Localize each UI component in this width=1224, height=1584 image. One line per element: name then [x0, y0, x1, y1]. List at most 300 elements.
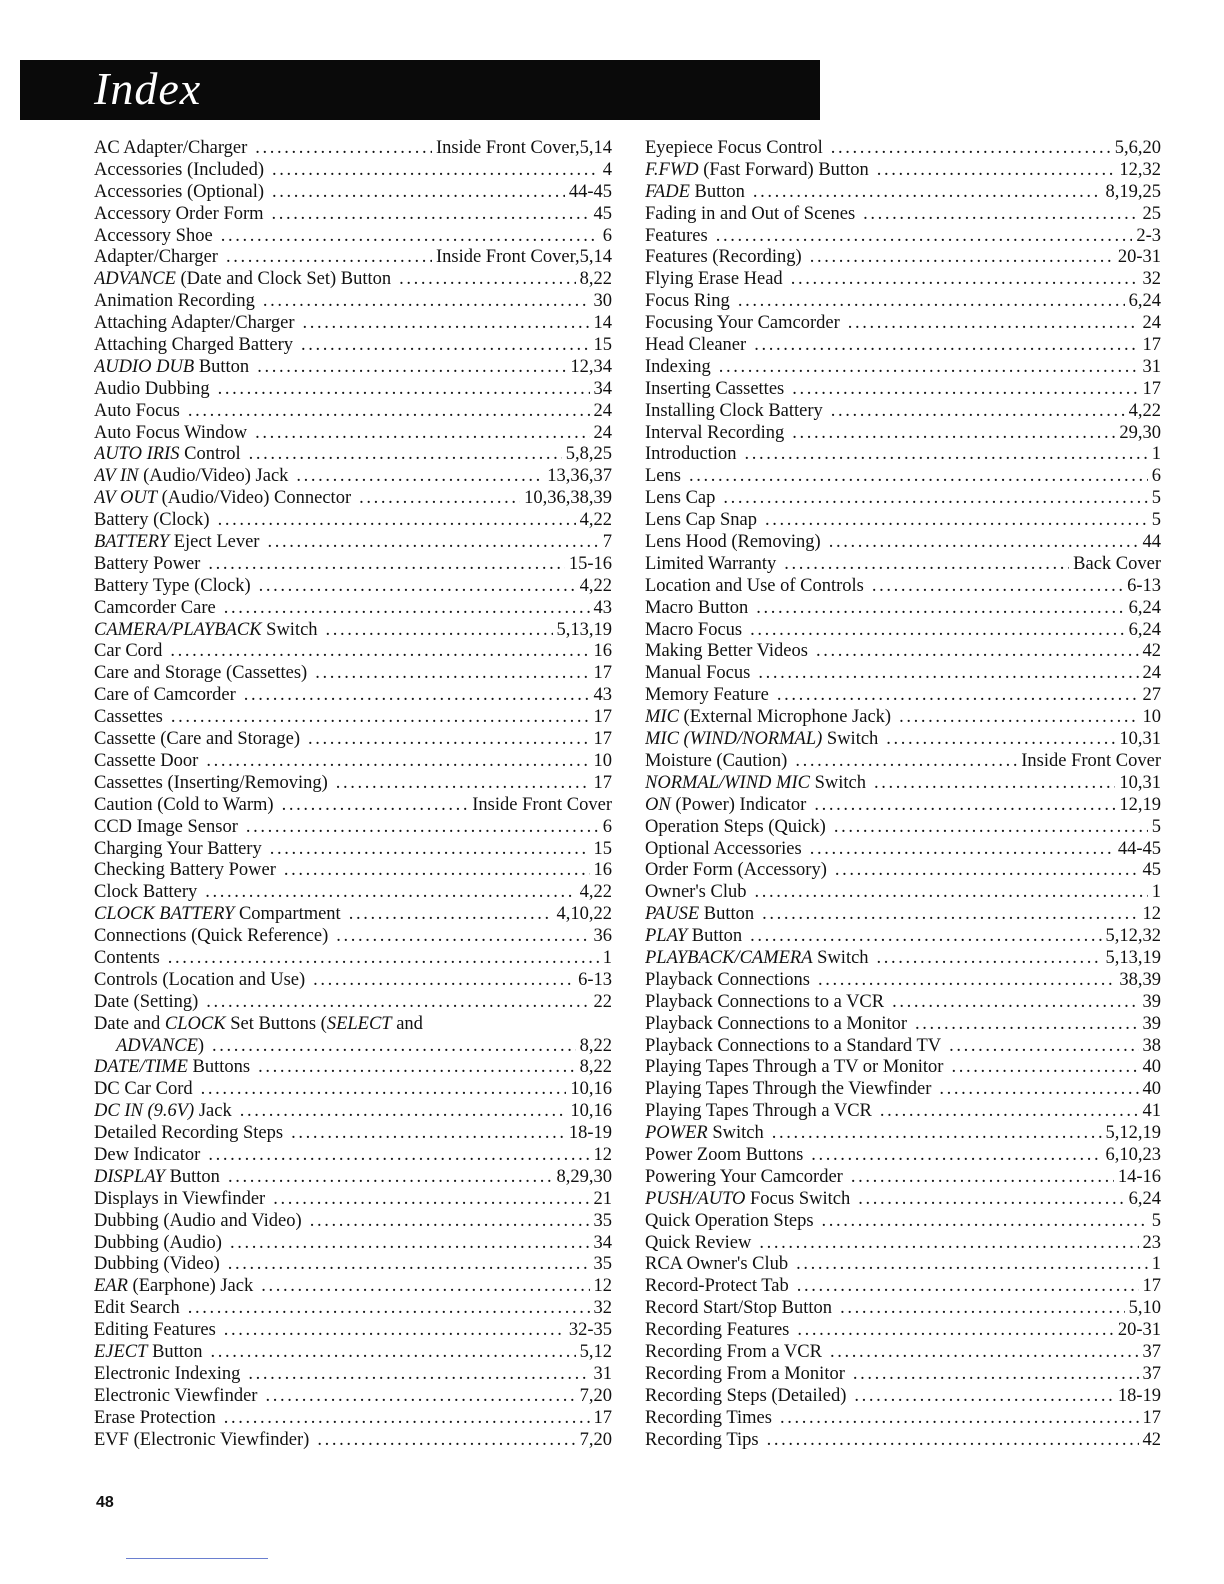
index-page-ref: 37 — [1142, 1363, 1161, 1384]
leader-dots — [270, 839, 590, 861]
index-term: Features — [645, 225, 708, 246]
index-page-ref: Back Cover — [1073, 553, 1161, 574]
leader-dots — [317, 1430, 575, 1452]
leader-dots — [201, 1079, 567, 1101]
index-entry — [645, 160, 1161, 182]
index-page-ref: 17 — [1142, 378, 1161, 399]
index-term: Cassettes (Inserting/Removing) — [94, 772, 328, 793]
index-entry — [94, 510, 612, 532]
index-entry — [645, 554, 1161, 576]
index-page-ref: 20-31 — [1117, 247, 1161, 268]
index-page-ref: 17 — [593, 707, 612, 728]
leader-dots — [257, 357, 566, 379]
index-entry — [645, 576, 1161, 598]
index-page-ref: 5 — [1151, 816, 1161, 837]
leader-dots — [810, 247, 1114, 269]
index-term: Connections (Quick Reference) — [94, 926, 329, 947]
index-entry — [94, 1430, 612, 1452]
leader-dots — [939, 1079, 1138, 1101]
leader-dots — [899, 707, 1138, 729]
index-page-ref: 6 — [1151, 466, 1161, 487]
index-page-ref: 5 — [1151, 1210, 1161, 1231]
leader-dots — [258, 1057, 576, 1079]
leader-dots — [750, 620, 1125, 642]
index-term: Cassette (Care and Storage) — [94, 729, 300, 750]
index-entry — [645, 970, 1161, 992]
index-entry — [94, 335, 612, 357]
index-term: Cassettes — [94, 707, 163, 728]
index-term: Order Form (Accessory) — [645, 860, 827, 881]
leader-dots — [738, 291, 1125, 313]
index-term: Manual Focus — [645, 663, 751, 684]
index-term: Lens Hood (Removing) — [645, 532, 821, 553]
index-term: Dubbing (Video) — [94, 1254, 220, 1275]
index-page-ref: 8,19,25 — [1105, 181, 1161, 202]
index-term: Caution (Cold to Warm) — [94, 794, 274, 815]
leader-dots — [308, 729, 590, 751]
index-entry — [645, 1101, 1161, 1123]
index-entry — [94, 1233, 612, 1255]
index-page-ref: 32 — [593, 1298, 612, 1319]
leader-dots — [170, 641, 589, 663]
index-entry — [645, 1167, 1161, 1189]
index-term: Audio Dubbing — [94, 378, 210, 399]
index-page-ref: 32-35 — [568, 1320, 612, 1341]
index-entry — [645, 532, 1161, 554]
index-term: AUDIO DUB Button — [94, 356, 250, 377]
index-term: PLAY Button — [645, 926, 743, 947]
index-term: Lens — [645, 466, 681, 487]
index-term: Checking Battery Power — [94, 860, 276, 881]
leader-dots — [244, 685, 590, 707]
leader-dots — [265, 1386, 575, 1408]
index-entry — [94, 1342, 612, 1364]
index-term: Record-Protect Tab — [645, 1276, 789, 1297]
index-entry — [94, 1320, 612, 1342]
index-page-ref: 10,16 — [570, 1101, 612, 1122]
index-entry — [645, 423, 1161, 445]
leader-dots — [831, 401, 1125, 423]
index-page-ref: 7,20 — [579, 1385, 612, 1406]
leader-dots — [267, 532, 598, 554]
index-page-ref: 45 — [593, 203, 612, 224]
index-term: Electronic Indexing — [94, 1363, 241, 1384]
leader-dots — [723, 488, 1147, 510]
index-entry — [94, 182, 612, 204]
leader-dots — [886, 729, 1115, 751]
index-page-ref: 17 — [1142, 335, 1161, 356]
leader-dots — [228, 1167, 553, 1189]
leader-dots — [892, 992, 1138, 1014]
leader-dots — [272, 160, 599, 182]
index-term: Recording From a Monitor — [645, 1363, 845, 1384]
index-entry — [645, 1386, 1161, 1408]
index-term: Fading in and Out of Scenes — [645, 203, 856, 224]
leader-dots — [206, 992, 589, 1014]
leader-dots — [829, 532, 1139, 554]
index-term: CAMERA/PLAYBACK Switch — [94, 619, 318, 640]
index-term: Recording Features — [645, 1320, 790, 1341]
index-entry — [645, 773, 1161, 795]
index-entry — [94, 1298, 612, 1320]
index-term: Auto Focus Window — [94, 422, 248, 443]
index-term: Introduction — [645, 444, 737, 465]
leader-dots — [872, 576, 1123, 598]
index-entry — [94, 685, 612, 707]
index-term: Animation Recording — [94, 291, 255, 312]
index-page-ref: 6,24 — [1128, 291, 1161, 312]
index-entry — [94, 882, 612, 904]
index-term: Playback Connections to a Monitor — [645, 1013, 908, 1034]
index-entry — [645, 182, 1161, 204]
index-page-ref: 5,12 — [579, 1341, 612, 1362]
index-entry — [645, 1430, 1161, 1452]
index-entry — [645, 1079, 1161, 1101]
index-term: Cassette Door — [94, 750, 199, 771]
index-entry — [94, 992, 612, 1014]
index-page-ref: 18-19 — [1117, 1385, 1161, 1406]
index-term: Editing Features — [94, 1320, 216, 1341]
leader-dots — [814, 795, 1115, 817]
index-page-ref: 4,22 — [579, 882, 612, 903]
index-page-ref: 7,20 — [579, 1429, 612, 1450]
index-entry — [645, 817, 1161, 839]
page-number: 48 — [96, 1494, 114, 1511]
index-entry — [645, 1014, 1161, 1036]
index-page-ref: 10,16 — [570, 1079, 612, 1100]
index-entry — [94, 423, 612, 445]
index-page-ref: 12 — [593, 1276, 612, 1297]
leader-dots — [767, 1430, 1139, 1452]
page-title: Index — [94, 63, 202, 114]
index-term: RCA Owner's Club — [645, 1254, 789, 1275]
leader-dots — [230, 1233, 590, 1255]
leader-dots — [310, 1211, 590, 1233]
index-entry — [94, 751, 612, 773]
index-term: Accessories (Included) — [94, 159, 265, 180]
index-entry — [94, 401, 612, 423]
index-page-ref: 32 — [1142, 269, 1161, 290]
index-term: Playback Connections to a VCR — [645, 991, 885, 1012]
index-page-ref: 1 — [1151, 444, 1161, 465]
index-term: DATE/TIME Buttons — [94, 1057, 251, 1078]
index-page-ref: 40 — [1142, 1057, 1161, 1078]
leader-dots — [848, 313, 1139, 335]
index-term: Controls (Location and Use) — [94, 969, 306, 990]
leader-dots — [818, 970, 1115, 992]
index-page-ref: 12 — [593, 1144, 612, 1165]
index-term: Playing Tapes Through a TV or Monitor — [645, 1057, 944, 1078]
index-entry — [94, 1364, 612, 1386]
index-term: AC Adapter/Charger — [94, 138, 248, 158]
index-page-ref: 5,12,32 — [1105, 926, 1161, 947]
index-page-ref: 25 — [1142, 203, 1161, 224]
index-page-ref: 17 — [1142, 1407, 1161, 1428]
index-page-ref: 40 — [1142, 1079, 1161, 1100]
leader-dots — [795, 751, 1017, 773]
index-term: Accessory Shoe — [94, 225, 213, 246]
index-page-ref: 17 — [593, 729, 612, 750]
index-term: Powering Your Camcorder — [645, 1166, 843, 1187]
index-term: Erase Protection — [94, 1407, 216, 1428]
leader-dots — [282, 795, 469, 817]
index-term: Playing Tapes Through the Viewfinder — [645, 1079, 932, 1100]
leader-dots — [228, 1254, 590, 1276]
index-page-ref: Inside Front Cover — [472, 794, 612, 815]
index-entry — [645, 620, 1161, 642]
leader-dots — [210, 1342, 575, 1364]
index-entry — [94, 707, 612, 729]
leader-dots — [212, 1036, 576, 1058]
index-page-ref: 6 — [602, 225, 612, 246]
index-term: ON (Power) Indicator — [645, 794, 807, 815]
index-term: EAR (Earphone) Jack — [94, 1276, 254, 1297]
index-entry — [645, 379, 1161, 401]
index-term: Indexing — [645, 356, 711, 377]
index-entry — [645, 729, 1161, 751]
index-page-ref: 14-16 — [1117, 1166, 1161, 1187]
index-term: Charging Your Battery — [94, 838, 262, 859]
leader-dots — [830, 1342, 1139, 1364]
index-page-ref: 24 — [1142, 313, 1161, 334]
index-page-ref: 43 — [593, 597, 612, 618]
leader-dots — [315, 663, 589, 685]
index-page-ref: 41 — [1142, 1101, 1161, 1122]
index-page-ref: 15-16 — [568, 553, 612, 574]
index-page-ref: 18-19 — [568, 1123, 612, 1144]
index-term: Contents — [94, 947, 160, 968]
index-entry — [94, 729, 612, 751]
index-term: Playback Connections — [645, 969, 810, 990]
leader-dots — [261, 1276, 589, 1298]
index-entry — [94, 160, 612, 182]
index-entry — [94, 138, 612, 160]
leader-dots — [206, 751, 589, 773]
index-page-ref: 30 — [593, 291, 612, 312]
index-page-ref: 2-3 — [1136, 225, 1161, 246]
leader-dots — [716, 226, 1133, 248]
index-page-ref: 10,31 — [1119, 729, 1161, 750]
index-term: Date and CLOCK Set Buttons (SELECT and — [94, 1013, 423, 1034]
index-term: Quick Operation Steps — [645, 1210, 814, 1231]
index-page-ref: 12 — [1142, 904, 1161, 925]
leader-dots — [877, 160, 1116, 182]
index-entry — [645, 992, 1161, 1014]
index-page-ref: 44-45 — [1117, 838, 1161, 859]
index-entry — [645, 948, 1161, 970]
index-term: Macro Focus — [645, 619, 743, 640]
leader-dots — [772, 1123, 1102, 1145]
index-column-right — [645, 138, 1161, 1451]
index-entry — [645, 138, 1161, 160]
leader-dots — [349, 904, 553, 926]
index-term: Macro Button — [645, 597, 749, 618]
index-term: Battery Type (Clock) — [94, 575, 251, 596]
leader-dots — [754, 335, 1138, 357]
leader-dots — [188, 401, 590, 423]
index-entry — [645, 882, 1161, 904]
index-entry — [94, 598, 612, 620]
index-page-ref: 5,13,19 — [1105, 947, 1161, 968]
index-entry — [94, 247, 612, 269]
index-page-ref: 10,31 — [1119, 772, 1161, 793]
index-term: Attaching Adapter/Charger — [94, 313, 295, 334]
index-entry — [645, 904, 1161, 926]
index-term: EVF (Electronic Viewfinder) — [94, 1429, 310, 1450]
index-entry — [645, 685, 1161, 707]
index-page-ref: 38 — [1142, 1035, 1161, 1056]
index-entry — [645, 926, 1161, 948]
leader-dots — [831, 138, 1111, 160]
index-entry — [94, 532, 612, 554]
index-page-ref: 4,22 — [1128, 400, 1161, 421]
leader-dots — [205, 882, 575, 904]
index-page-ref: 31 — [1142, 356, 1161, 377]
index-entry — [645, 598, 1161, 620]
leader-dots — [880, 1101, 1139, 1123]
index-page-ref: 35 — [593, 1254, 612, 1275]
index-page-ref: 12,19 — [1119, 794, 1161, 815]
index-entry — [645, 1211, 1161, 1233]
index-page-ref: 34 — [593, 1232, 612, 1253]
index-entry — [645, 860, 1161, 882]
index-entry — [94, 1101, 612, 1123]
index-term: DISPLAY Button — [94, 1166, 220, 1187]
index-entry — [645, 226, 1161, 248]
index-page-ref: 4,22 — [579, 575, 612, 596]
index-page-ref: 14 — [593, 313, 612, 334]
leader-dots — [744, 444, 1147, 466]
index-entry — [94, 357, 612, 379]
leader-dots — [840, 1298, 1125, 1320]
index-page-ref: 16 — [593, 860, 612, 881]
leader-dots — [296, 466, 543, 488]
leader-dots — [754, 882, 1147, 904]
index-term: Attaching Charged Battery — [94, 335, 293, 356]
index-page-ref: 24 — [593, 422, 612, 443]
index-term: Optional Accessories — [645, 838, 802, 859]
leader-dots — [834, 817, 1148, 839]
leader-dots — [246, 817, 599, 839]
index-entry — [94, 860, 612, 882]
index-entry — [94, 444, 612, 466]
leader-dots — [810, 839, 1114, 861]
index-page-ref: 1 — [1151, 1254, 1161, 1275]
index-entry — [94, 1386, 612, 1408]
index-entry — [645, 1189, 1161, 1211]
index-term: Focus Ring — [645, 291, 730, 312]
index-entry — [645, 1342, 1161, 1364]
index-entry — [645, 1036, 1161, 1058]
index-term: Location and Use of Controls — [645, 575, 864, 596]
leader-dots — [221, 226, 599, 248]
index-entry — [94, 379, 612, 401]
index-term: AV IN (Audio/Video) Jack — [94, 466, 289, 487]
index-page-ref: 5,6,20 — [1114, 138, 1161, 158]
index-entry — [94, 663, 612, 685]
index-term: Detailed Recording Steps — [94, 1123, 284, 1144]
index-entry — [94, 1254, 612, 1276]
index-term: POWER Switch — [645, 1123, 764, 1144]
index-entry — [94, 1079, 612, 1101]
index-entry — [94, 620, 612, 642]
index-term: DC IN (9.6V) Jack — [94, 1101, 232, 1122]
leader-dots — [784, 554, 1069, 576]
leader-dots — [791, 269, 1139, 291]
leader-dots — [835, 860, 1139, 882]
index-term: Recording Times — [645, 1407, 772, 1428]
leader-dots — [359, 488, 520, 510]
index-entry — [645, 291, 1161, 313]
leader-dots — [255, 423, 589, 445]
index-entry — [645, 839, 1161, 861]
index-page-ref: 5 — [1151, 510, 1161, 531]
leader-dots — [765, 510, 1148, 532]
index-entry — [645, 510, 1161, 532]
index-term: Date (Setting) — [94, 991, 199, 1012]
leader-dots — [249, 444, 562, 466]
index-page-ref: Inside Front Cover,5,14 — [435, 138, 612, 158]
index-term: Operation Steps (Quick) — [645, 816, 826, 837]
index-entry — [94, 1408, 612, 1430]
index-entry — [645, 1298, 1161, 1320]
index-entry — [94, 904, 612, 926]
index-term: Battery Power — [94, 553, 201, 574]
leader-dots — [301, 335, 590, 357]
index-term: PAUSE Button — [645, 904, 755, 925]
index-page-ref: 17 — [593, 1407, 612, 1428]
leader-dots — [877, 948, 1102, 970]
index-term: Dubbing (Audio and Video) — [94, 1210, 302, 1231]
leader-dots — [240, 1101, 567, 1123]
index-page-ref: 4,10,22 — [556, 904, 612, 925]
index-entry — [94, 970, 612, 992]
index-entry — [645, 1123, 1161, 1145]
index-term: Car Cord — [94, 641, 163, 662]
index-term: Features (Recording) — [645, 247, 802, 268]
index-page-ref: 17 — [593, 663, 612, 684]
index-term: MIC (External Microphone Jack) — [645, 707, 892, 728]
leader-dots — [874, 773, 1115, 795]
index-page-ref: 6,10,23 — [1105, 1144, 1161, 1165]
index-term: MIC (WIND/NORMAL) Switch — [645, 729, 879, 750]
index-term: Dubbing (Audio) — [94, 1232, 222, 1253]
index-term: Adapter/Charger — [94, 247, 218, 268]
index-page-ref: 44 — [1142, 532, 1161, 553]
index-entry — [94, 773, 612, 795]
index-term: Recording From a VCR — [645, 1341, 822, 1362]
index-page-ref: 5,12,19 — [1105, 1123, 1161, 1144]
index-page-ref: 4,22 — [579, 510, 612, 531]
index-term: Limited Warranty — [645, 553, 777, 574]
index-term: Accessory Order Form — [94, 203, 264, 224]
index-entry — [645, 335, 1161, 357]
index-term: Clock Battery — [94, 882, 198, 903]
index-term: Power Zoom Buttons — [645, 1144, 804, 1165]
index-page-ref: 8,22 — [579, 1057, 612, 1078]
index-term: Camcorder Care — [94, 597, 216, 618]
index-term: Owner's Club — [645, 882, 747, 903]
leader-dots — [263, 291, 590, 313]
index-page-ref: 10 — [1142, 707, 1161, 728]
index-page-ref: 12,32 — [1119, 159, 1161, 180]
index-term: Record Start/Stop Button — [645, 1298, 833, 1319]
index-page-ref: 37 — [1142, 1341, 1161, 1362]
index-page-ref: 6-13 — [1127, 575, 1161, 596]
index-entry — [645, 466, 1161, 488]
index-entry — [94, 1014, 612, 1036]
index-entry — [645, 1233, 1161, 1255]
